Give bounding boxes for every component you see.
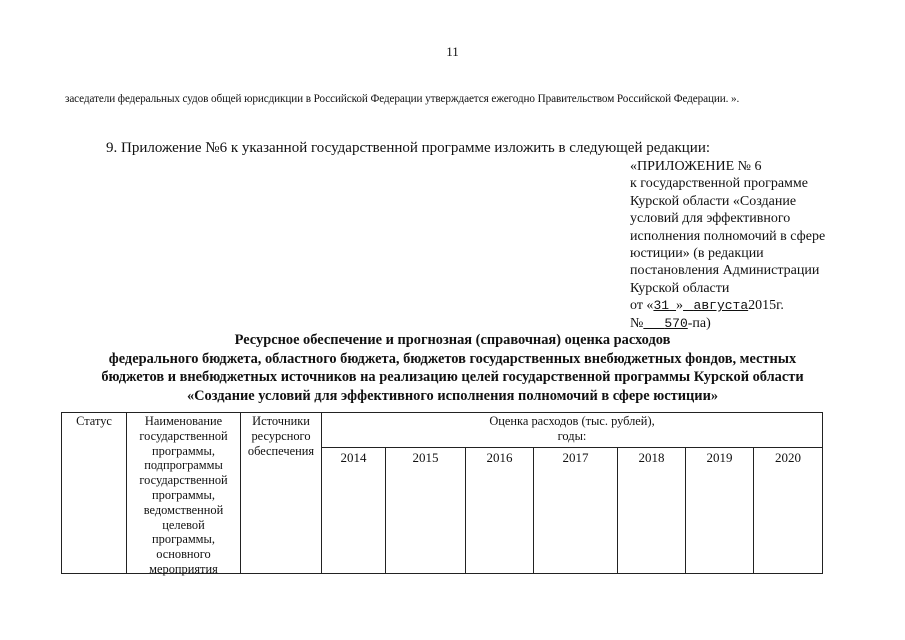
year-2018: 2018: [638, 450, 665, 465]
appendix-line: Курской области: [630, 280, 730, 296]
header-status: Статус: [76, 414, 112, 428]
number-suffix: -па): [687, 315, 711, 331]
table-title: [0, 331, 905, 405]
appendix-line: Курской области «Создание: [630, 193, 797, 209]
col-divider: [533, 447, 534, 574]
title-line: Ресурсное обеспечение и прогнозная (справочная) оценка расходов: [234, 332, 671, 348]
number-prefix: №: [630, 315, 644, 331]
title-line: «Создание условий для эффективного исполнения полномочий в сфере юстиции»: [186, 387, 719, 404]
year-2020: 2020: [775, 450, 801, 465]
appendix-number-line: [630, 315, 870, 332]
year-2016: 2016: [486, 450, 513, 465]
page-number: 11: [446, 44, 459, 59]
year-2014: 2014: [340, 450, 367, 465]
year-2017: 2017: [562, 450, 589, 465]
appendix-line: исполнения полномочий в сфере: [630, 228, 826, 244]
date-prefix: от «: [630, 298, 654, 314]
date-mid: »: [676, 298, 684, 314]
col-divider: [685, 447, 686, 574]
date-year: 2015г.: [748, 298, 784, 314]
item-9-paragraph: 9. Приложение №6 к указанной государственной программе изложить в следующей редакции:: [106, 140, 711, 156]
year-2019: 2019: [706, 450, 733, 465]
col-divider: [465, 447, 466, 574]
title-line: федерального бюджета, областного бюджета, бюджетов государственных внебюджетных фондов, местных: [108, 350, 797, 367]
year-row-top-line: [321, 447, 823, 448]
carryover-paragraph: заседатели федеральных судов общей юрисдикции в Российской Федерации утверждается ежегодно Правительством Российской Федерации. ».: [65, 93, 740, 105]
appendix-line: к государственной программе: [630, 176, 808, 192]
col-divider: [617, 447, 618, 574]
title-line: бюджетов и внебюджетных источников на реализацию целей государственной программы Курской области: [101, 369, 804, 385]
header-program-name: Наименование государственной программы, подпрограммы государственной программы, ведомственной целевой программы, основного мероприятия: [139, 414, 228, 576]
table-border-right: [822, 412, 823, 574]
appendix-date-line: [630, 297, 870, 314]
decree-number: 570: [664, 315, 688, 331]
appendix-header: [630, 158, 870, 332]
header-estimate: Оценка расходов (тыс. рублей), годы:: [489, 414, 655, 443]
header-sources: Источники ресурсного обеспечения: [247, 414, 315, 458]
date-day: 31: [653, 298, 670, 314]
date-month: августа: [693, 298, 749, 314]
table-border-left: [61, 412, 62, 574]
appendix-line: постановления Администрации: [630, 263, 820, 279]
appendix-line: «ПРИЛОЖЕНИЕ № 6: [630, 159, 762, 174]
appendix-line: юстиции» (в редакции: [630, 246, 764, 262]
year-2015: 2015: [412, 450, 439, 465]
col-divider: [753, 447, 754, 574]
appendix-line: условий для эффективного: [630, 211, 791, 227]
col-divider: [385, 447, 386, 574]
table-border-top: [61, 412, 823, 413]
